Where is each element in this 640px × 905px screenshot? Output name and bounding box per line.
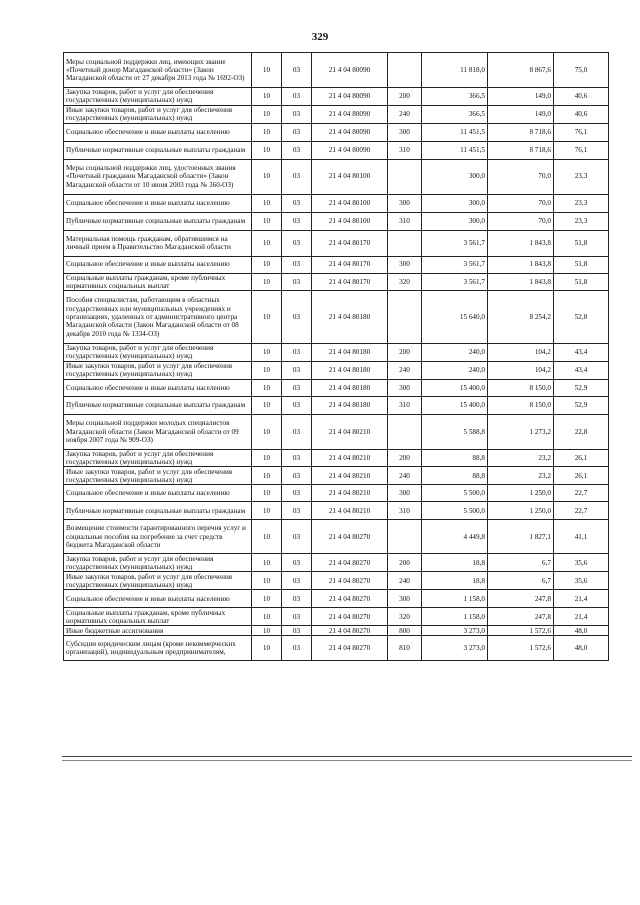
cell-expense-type: 240: [388, 361, 422, 379]
cell-section: 10: [252, 608, 282, 626]
cell-target-article: 21 4 04 80180: [312, 361, 388, 379]
table-row: [64, 608, 609, 626]
cell-name: Материальная помощь гражданам, обратившимся на личный прием в Правительство Магаданской области: [64, 230, 252, 256]
cell-section: 10: [252, 361, 282, 379]
cell-actual: 1 843,8: [488, 256, 554, 273]
cell-section: 10: [252, 291, 282, 344]
cell-expense-type: 310: [388, 502, 422, 520]
cell-section: 10: [252, 554, 282, 572]
cell-name: Закупка товаров, работ и услуг для обеспечения государственных (муниципальных) нужд: [64, 449, 252, 467]
cell-section: 10: [252, 485, 282, 502]
table-row: [64, 123, 609, 141]
table-row: [64, 141, 609, 159]
cell-expense-type: 200: [388, 554, 422, 572]
cell-name: Публичные нормативные социальные выплаты гражданам: [64, 141, 252, 159]
cell-target-article: 21 4 04 80100: [312, 212, 388, 230]
table-row: [64, 159, 609, 194]
cell-subsection: 03: [282, 590, 312, 608]
table-row: [64, 194, 609, 212]
cell-expense-type: 200: [388, 88, 422, 106]
cell-plan: 366,5: [422, 88, 488, 106]
cell-section: 10: [252, 88, 282, 106]
cell-expense-type: 300: [388, 590, 422, 608]
cell-plan: 300,0: [422, 194, 488, 212]
cell-actual: 247,8: [488, 608, 554, 626]
cell-expense-type: [388, 159, 422, 194]
cell-actual: 8 150,0: [488, 396, 554, 414]
cell-plan: 3 561,7: [422, 256, 488, 273]
cell-section: 10: [252, 194, 282, 212]
cell-name: Социальное обеспечение и иные выплаты населению: [64, 590, 252, 608]
cell-name: Социальное обеспечение и иные выплаты населению: [64, 485, 252, 502]
table-row: [64, 485, 609, 502]
cell-percent: 52,9: [554, 396, 609, 414]
cell-plan: 15 400,0: [422, 396, 488, 414]
cell-plan: 18,8: [422, 554, 488, 572]
cell-percent: 76,1: [554, 141, 609, 159]
cell-actual: 8 867,6: [488, 53, 554, 88]
cell-expense-type: 320: [388, 608, 422, 626]
cell-target-article: 21 4 04 80270: [312, 554, 388, 572]
cell-percent: 51,8: [554, 230, 609, 256]
cell-plan: 11 451,5: [422, 123, 488, 141]
cell-subsection: 03: [282, 467, 312, 485]
cell-percent: 35,6: [554, 554, 609, 572]
cell-name: Меры социальной поддержки молодых специалистов Магаданской области (Закон Магаданской области от 09 ноября 2007 года № 909-ОЗ): [64, 414, 252, 449]
cell-name: Социальные выплаты гражданам, кроме публичных нормативных социальных выплат: [64, 608, 252, 626]
cell-percent: 48,0: [554, 626, 609, 636]
cell-subsection: 03: [282, 273, 312, 291]
cell-expense-type: [388, 53, 422, 88]
cell-name: Публичные нормативные социальные выплаты гражданам: [64, 396, 252, 414]
cell-actual: 247,8: [488, 590, 554, 608]
cell-percent: 48,0: [554, 636, 609, 661]
cell-section: 10: [252, 256, 282, 273]
table-row: [64, 88, 609, 106]
cell-percent: 26,1: [554, 449, 609, 467]
cell-target-article: 21 4 04 80210: [312, 449, 388, 467]
cell-percent: 21,4: [554, 608, 609, 626]
cell-percent: 35,6: [554, 572, 609, 590]
cell-actual: 6,7: [488, 572, 554, 590]
cell-subsection: 03: [282, 554, 312, 572]
footer-rule-thin: [62, 760, 632, 761]
table-row: [64, 379, 609, 396]
table-row: [64, 273, 609, 291]
table-row: [64, 212, 609, 230]
cell-subsection: 03: [282, 572, 312, 590]
cell-section: 10: [252, 590, 282, 608]
cell-subsection: 03: [282, 396, 312, 414]
cell-name: Закупка товаров, работ и услуг для обеспечения государственных (муниципальных) нужд: [64, 88, 252, 106]
cell-expense-type: 810: [388, 636, 422, 661]
cell-plan: 11 818,0: [422, 53, 488, 88]
cell-actual: 1 250,0: [488, 502, 554, 520]
cell-plan: 1 158,0: [422, 590, 488, 608]
cell-plan: 5 500,0: [422, 502, 488, 520]
table-row: [64, 467, 609, 485]
cell-plan: 3 561,7: [422, 230, 488, 256]
cell-percent: 23,3: [554, 194, 609, 212]
cell-target-article: 21 4 04 80170: [312, 273, 388, 291]
cell-expense-type: 300: [388, 379, 422, 396]
cell-percent: 40,6: [554, 105, 609, 123]
cell-actual: 1 843,8: [488, 273, 554, 291]
cell-section: 10: [252, 230, 282, 256]
cell-target-article: 21 4 04 80100: [312, 194, 388, 212]
cell-plan: 3 561,7: [422, 273, 488, 291]
cell-subsection: 03: [282, 291, 312, 344]
cell-subsection: 03: [282, 636, 312, 661]
cell-actual: 70,0: [488, 194, 554, 212]
cell-subsection: 03: [282, 256, 312, 273]
cell-name: Социальное обеспечение и иные выплаты населению: [64, 379, 252, 396]
cell-target-article: 21 4 04 80180: [312, 396, 388, 414]
table-row: [64, 396, 609, 414]
cell-section: 10: [252, 273, 282, 291]
table-row: [64, 53, 609, 88]
footer-rule: [62, 756, 632, 757]
cell-actual: 23,2: [488, 467, 554, 485]
cell-target-article: 21 4 04 80170: [312, 256, 388, 273]
table-row: [64, 344, 609, 362]
cell-target-article: 21 4 04 80210: [312, 414, 388, 449]
cell-actual: 8 718,6: [488, 123, 554, 141]
cell-plan: 88,8: [422, 467, 488, 485]
cell-subsection: 03: [282, 123, 312, 141]
cell-name: Меры социальной поддержки лиц, удостоенных звания «Почетный гражданин Магаданской области» (Закон Магаданской области от 10 июня 2003 года № 360-ОЗ): [64, 159, 252, 194]
cell-actual: 8 254,2: [488, 291, 554, 344]
table-row: [64, 414, 609, 449]
cell-plan: 366,5: [422, 105, 488, 123]
cell-plan: 5 500,0: [422, 485, 488, 502]
cell-section: 10: [252, 396, 282, 414]
table-row: [64, 230, 609, 256]
cell-section: 10: [252, 53, 282, 88]
cell-actual: 23,2: [488, 449, 554, 467]
cell-name: Закупка товаров, работ и услуг для обеспечения государственных (муниципальных) нужд: [64, 344, 252, 362]
cell-target-article: 21 4 04 80090: [312, 53, 388, 88]
cell-target-article: 21 4 04 80210: [312, 502, 388, 520]
cell-percent: 40,6: [554, 88, 609, 106]
cell-name: Закупка товаров, работ и услуг для обеспечения государственных (муниципальных) нужд: [64, 554, 252, 572]
cell-target-article: 21 4 04 80170: [312, 230, 388, 256]
cell-section: 10: [252, 572, 282, 590]
cell-percent: 76,1: [554, 123, 609, 141]
cell-plan: 11 451,5: [422, 141, 488, 159]
cell-plan: 5 588,8: [422, 414, 488, 449]
cell-expense-type: 320: [388, 273, 422, 291]
cell-target-article: 21 4 04 80090: [312, 105, 388, 123]
cell-expense-type: 300: [388, 123, 422, 141]
cell-target-article: 21 4 04 80210: [312, 485, 388, 502]
cell-plan: 1 158,0: [422, 608, 488, 626]
cell-actual: 8 150,0: [488, 379, 554, 396]
cell-name: Социальное обеспечение и иные выплаты населению: [64, 194, 252, 212]
cell-section: 10: [252, 520, 282, 554]
cell-target-article: 21 4 04 80180: [312, 291, 388, 344]
cell-section: 10: [252, 414, 282, 449]
cell-plan: 18,8: [422, 572, 488, 590]
cell-section: 10: [252, 159, 282, 194]
cell-actual: 104,2: [488, 361, 554, 379]
cell-name: Социальные выплаты гражданам, кроме публичных нормативных социальных выплат: [64, 273, 252, 291]
cell-plan: 15 640,0: [422, 291, 488, 344]
cell-target-article: 21 4 04 80270: [312, 590, 388, 608]
cell-target-article: 21 4 04 80210: [312, 467, 388, 485]
cell-name: Социальное обеспечение и иные выплаты населению: [64, 256, 252, 273]
cell-subsection: 03: [282, 344, 312, 362]
cell-percent: 22,8: [554, 414, 609, 449]
cell-subsection: 03: [282, 159, 312, 194]
cell-section: 10: [252, 141, 282, 159]
cell-subsection: 03: [282, 88, 312, 106]
table-row: [64, 520, 609, 554]
budget-execution-table: [63, 52, 609, 661]
cell-target-article: 21 4 04 80180: [312, 344, 388, 362]
cell-subsection: 03: [282, 485, 312, 502]
cell-plan: 300,0: [422, 159, 488, 194]
cell-subsection: 03: [282, 141, 312, 159]
cell-expense-type: 310: [388, 141, 422, 159]
cell-subsection: 03: [282, 361, 312, 379]
cell-section: 10: [252, 105, 282, 123]
cell-actual: 8 718,6: [488, 141, 554, 159]
cell-section: 10: [252, 449, 282, 467]
cell-percent: 41,1: [554, 520, 609, 554]
table-row: [64, 502, 609, 520]
cell-percent: 23,3: [554, 159, 609, 194]
cell-expense-type: 240: [388, 572, 422, 590]
cell-actual: 70,0: [488, 212, 554, 230]
table-body: [64, 53, 609, 661]
cell-actual: 1 572,6: [488, 626, 554, 636]
cell-actual: 1 827,1: [488, 520, 554, 554]
table-row: [64, 626, 609, 636]
cell-expense-type: 310: [388, 212, 422, 230]
cell-name: Иные бюджетные ассигнования: [64, 626, 252, 636]
table-row: [64, 590, 609, 608]
cell-expense-type: [388, 230, 422, 256]
page-number: 329: [311, 31, 329, 43]
cell-section: 10: [252, 626, 282, 636]
cell-expense-type: 200: [388, 449, 422, 467]
table-row: [64, 636, 609, 661]
cell-expense-type: 800: [388, 626, 422, 636]
table-row: [64, 554, 609, 572]
cell-percent: 22,7: [554, 485, 609, 502]
cell-actual: 70,0: [488, 159, 554, 194]
cell-section: 10: [252, 379, 282, 396]
cell-percent: 51,8: [554, 256, 609, 273]
cell-percent: 23,3: [554, 212, 609, 230]
cell-plan: 4 449,8: [422, 520, 488, 554]
cell-actual: 1 273,2: [488, 414, 554, 449]
cell-name: Публичные нормативные социальные выплаты гражданам: [64, 502, 252, 520]
cell-name: Возмещение стоимости гарантированного перечня услуг и социальные пособия на погребение за счет средств бюджета Магаданской области: [64, 520, 252, 554]
cell-target-article: 21 4 04 80270: [312, 626, 388, 636]
cell-expense-type: 310: [388, 396, 422, 414]
cell-name: Иные закупки товаров, работ и услуг для обеспечения государственных (муниципальных) нужд: [64, 105, 252, 123]
cell-subsection: 03: [282, 520, 312, 554]
cell-expense-type: [388, 291, 422, 344]
cell-plan: 15 400,0: [422, 379, 488, 396]
cell-section: 10: [252, 636, 282, 661]
cell-name: Меры социальной поддержки лиц, имеющих звание «Почетный донор Магаданской области» (Закон Магаданской области от 27 декабря 2013 года № 1692-ОЗ): [64, 53, 252, 88]
cell-percent: 21,4: [554, 590, 609, 608]
cell-percent: 22,7: [554, 502, 609, 520]
cell-section: 10: [252, 212, 282, 230]
cell-subsection: 03: [282, 626, 312, 636]
cell-plan: 300,0: [422, 212, 488, 230]
cell-expense-type: 200: [388, 344, 422, 362]
cell-plan: 240,0: [422, 361, 488, 379]
cell-percent: 51,8: [554, 273, 609, 291]
cell-subsection: 03: [282, 105, 312, 123]
cell-percent: 52,9: [554, 379, 609, 396]
cell-section: 10: [252, 123, 282, 141]
cell-expense-type: 300: [388, 256, 422, 273]
cell-plan: 240,0: [422, 344, 488, 362]
cell-actual: 1 843,8: [488, 230, 554, 256]
cell-subsection: 03: [282, 379, 312, 396]
cell-target-article: 21 4 04 80270: [312, 520, 388, 554]
cell-plan: 3 273,0: [422, 626, 488, 636]
cell-plan: 3 273,0: [422, 636, 488, 661]
cell-target-article: 21 4 04 80270: [312, 608, 388, 626]
cell-target-article: 21 4 04 80090: [312, 141, 388, 159]
cell-expense-type: 300: [388, 485, 422, 502]
cell-subsection: 03: [282, 608, 312, 626]
cell-name: Субсидии юридическим лицам (кроме некоммерческих организаций), индивидуальным предпринимателям,: [64, 636, 252, 661]
cell-subsection: 03: [282, 194, 312, 212]
cell-target-article: 21 4 04 80090: [312, 88, 388, 106]
cell-subsection: 03: [282, 502, 312, 520]
cell-subsection: 03: [282, 414, 312, 449]
cell-target-article: 21 4 04 80090: [312, 123, 388, 141]
table-row: [64, 572, 609, 590]
cell-percent: 75,0: [554, 53, 609, 88]
table-row: [64, 291, 609, 344]
cell-target-article: 21 4 04 80270: [312, 572, 388, 590]
cell-percent: 26,1: [554, 467, 609, 485]
cell-subsection: 03: [282, 212, 312, 230]
cell-subsection: 03: [282, 230, 312, 256]
cell-name: Иные закупки товаров, работ и услуг для обеспечения государственных (муниципальных) нужд: [64, 572, 252, 590]
cell-expense-type: 240: [388, 467, 422, 485]
cell-section: 10: [252, 344, 282, 362]
cell-expense-type: [388, 414, 422, 449]
cell-name: Публичные нормативные социальные выплаты гражданам: [64, 212, 252, 230]
cell-subsection: 03: [282, 53, 312, 88]
cell-actual: 1 250,0: [488, 485, 554, 502]
cell-actual: 6,7: [488, 554, 554, 572]
cell-percent: 43,4: [554, 361, 609, 379]
cell-actual: 1 572,6: [488, 636, 554, 661]
cell-name: Пособия специалистам, работающим в областных государственных или муниципальных учреждениях и организациях, удаленных от административного центра Магаданской области (Закон Магаданской области от 08 декабря 2010 года № 1334-ОЗ): [64, 291, 252, 344]
cell-target-article: 21 4 04 80100: [312, 159, 388, 194]
cell-target-article: 21 4 04 80270: [312, 636, 388, 661]
cell-section: 10: [252, 467, 282, 485]
cell-actual: 149,0: [488, 88, 554, 106]
cell-name: Иные закупки товаров, работ и услуг для обеспечения государственных (муниципальных) нужд: [64, 467, 252, 485]
table-row: [64, 256, 609, 273]
table-row: [64, 105, 609, 123]
cell-plan: 88,8: [422, 449, 488, 467]
cell-section: 10: [252, 502, 282, 520]
cell-percent: 52,8: [554, 291, 609, 344]
cell-name: Иные закупки товаров, работ и услуг для обеспечения государственных (муниципальных) нужд: [64, 361, 252, 379]
table-row: [64, 449, 609, 467]
cell-expense-type: 240: [388, 105, 422, 123]
cell-subsection: 03: [282, 449, 312, 467]
cell-name: Социальное обеспечение и иные выплаты населению: [64, 123, 252, 141]
table-row: [64, 361, 609, 379]
cell-actual: 149,0: [488, 105, 554, 123]
cell-target-article: 21 4 04 80180: [312, 379, 388, 396]
cell-actual: 104,2: [488, 344, 554, 362]
cell-percent: 43,4: [554, 344, 609, 362]
cell-expense-type: [388, 520, 422, 554]
cell-expense-type: 300: [388, 194, 422, 212]
